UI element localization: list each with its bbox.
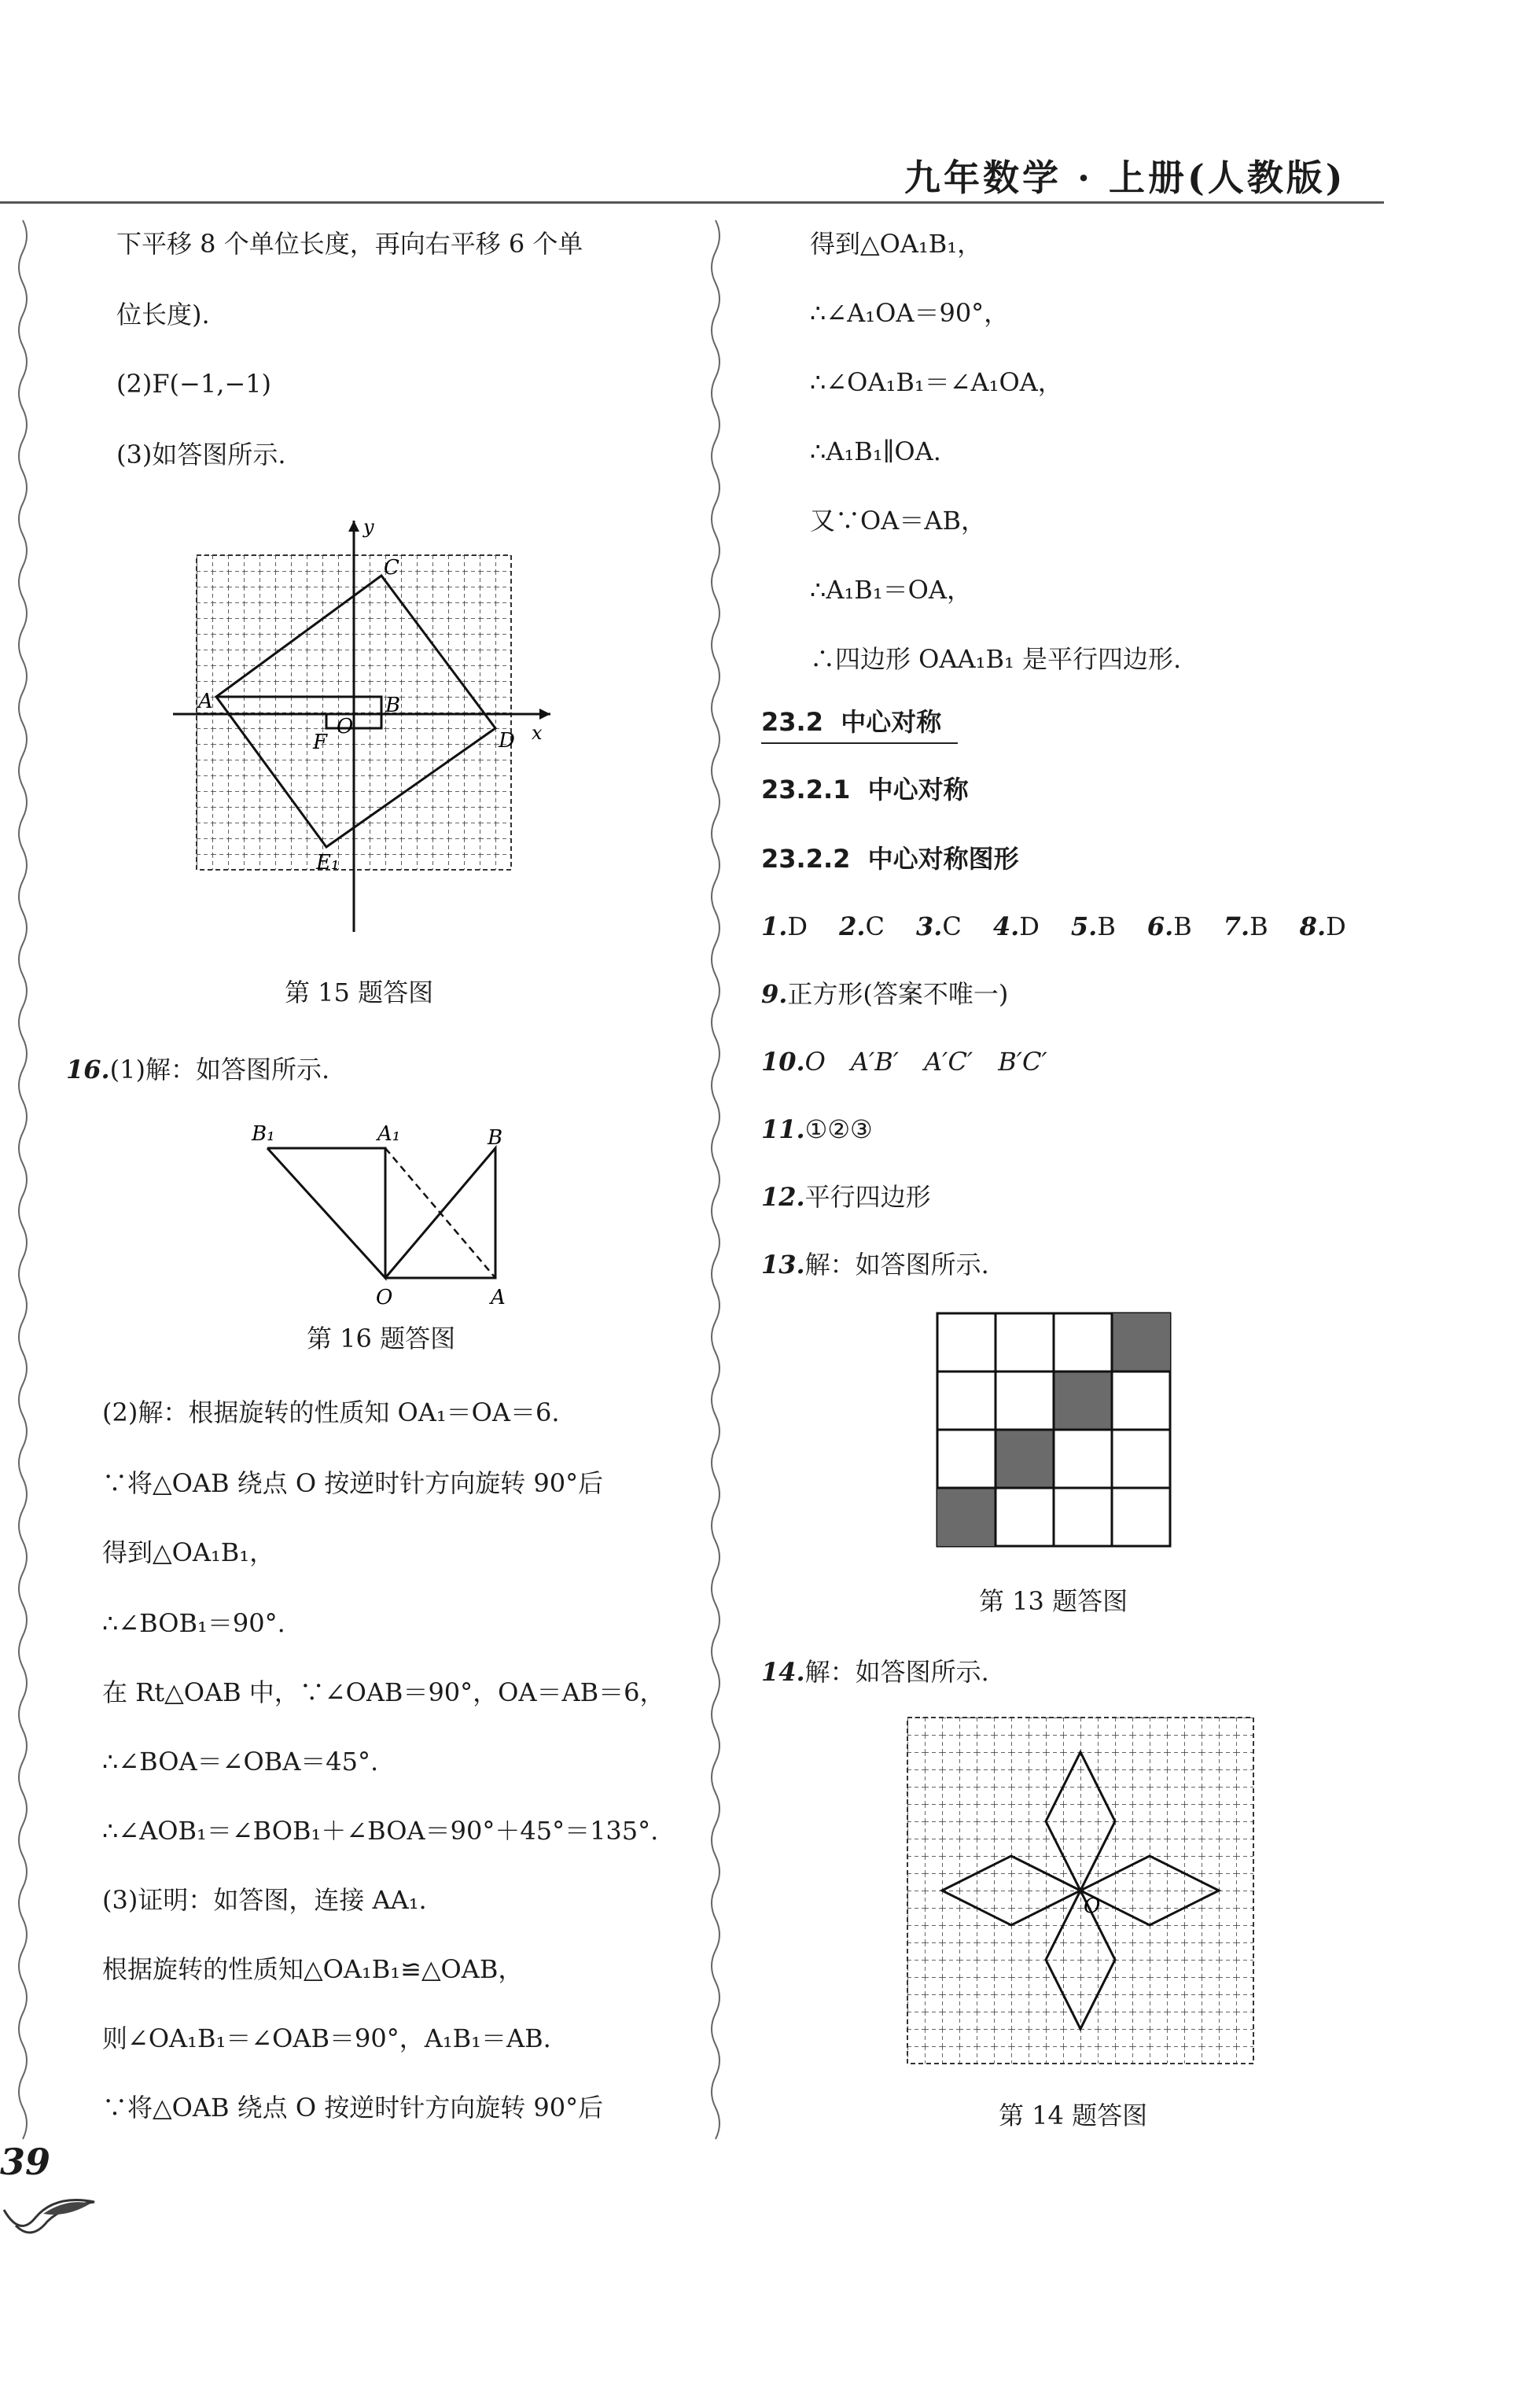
- figure-14: [904, 1714, 1258, 2068]
- fig13-caption: 第 13 题答图: [979, 1586, 1128, 1616]
- q14: 14.解：如答图所示.: [761, 1657, 989, 1687]
- leaf-ornament: [0, 2186, 110, 2241]
- figure-15: [157, 511, 566, 944]
- q10: 10.O A′B′ A′C′ B′C′: [761, 1047, 1047, 1077]
- left-line-1: 下平移 8 个单位长度，再向右平移 6 个单: [116, 229, 583, 259]
- q16-line-4: 得到△OA₁B₁，: [102, 1537, 275, 1567]
- triangle-OA1B1: [267, 1148, 385, 1278]
- section-num: 23.2: [761, 707, 823, 737]
- shaded-cell: [996, 1430, 1054, 1488]
- shaded-cell: [937, 1488, 996, 1546]
- label-B: B: [488, 1126, 503, 1150]
- section-23-2-1: [761, 772, 969, 807]
- q16-line-5: ∴∠BOB₁＝90°.: [102, 1608, 285, 1638]
- label-O: O: [337, 715, 354, 738]
- label-B: B: [385, 694, 401, 717]
- q16-number: 16.: [66, 1055, 110, 1084]
- label-D: D: [499, 729, 515, 753]
- section-underline: [761, 742, 958, 744]
- q11: 11.①②③: [761, 1114, 873, 1144]
- q16-line-2: (2)解：根据旋转的性质知 OA₁＝OA＝6.: [102, 1397, 560, 1427]
- label-B1: B₁: [252, 1122, 275, 1146]
- section-title: 中心对称图形: [867, 844, 1019, 874]
- figure-13: [936, 1312, 1172, 1548]
- fig16-caption: 第 16 题答图: [307, 1324, 456, 1353]
- section-title: 中心对称: [841, 707, 942, 737]
- label-F: F: [313, 731, 328, 754]
- right-line-2: ∴∠A₁OA＝90°，: [810, 298, 1010, 328]
- right-line-7: ∴四边形 OAA₁B₁ 是平行四边形.: [810, 644, 1182, 674]
- section-num: 23.2.1: [761, 775, 851, 805]
- q12: 12.平行四边形: [761, 1182, 931, 1212]
- q16-line-3: ∵将△OAB 绕点 O 按逆时针方向旋转 90°后: [102, 1468, 604, 1498]
- right-line-4: ∴A₁B₁∥OA.: [810, 436, 941, 466]
- label-x: x: [532, 722, 543, 744]
- page-number: 39: [0, 2141, 51, 2183]
- q13: 13.解：如答图所示.: [761, 1250, 989, 1279]
- fig15-caption: 第 15 题答图: [285, 978, 434, 1007]
- label-A: A: [491, 1286, 506, 1305]
- q16-line-11: 则∠OA₁B₁＝∠OAB＝90°，A₁B₁＝AB.: [102, 2023, 551, 2053]
- left-margin-divider: [11, 220, 35, 2155]
- fig14-caption: 第 14 题答图: [999, 2101, 1148, 2130]
- choice-3: 3.C: [915, 911, 962, 941]
- q16-line-12: ∵将△OAB 绕点 O 按逆时针方向旋转 90°后: [102, 2093, 604, 2123]
- q16-line-8: ∴∠AOB₁＝∠BOB₁＋∠BOA＝90°＋45°＝135°.: [102, 1816, 659, 1846]
- left-line-2: 位长度).: [116, 300, 210, 330]
- q16-line-7: ∴∠BOA＝∠OBA＝45°.: [102, 1747, 379, 1777]
- section-23-2-2: [761, 841, 1019, 876]
- q16-line-6: 在 Rt△OAB 中，∵∠OAB＝90°，OA＝AB＝6，: [102, 1677, 665, 1707]
- section-title: 中心对称: [867, 775, 969, 805]
- header-rule: [0, 201, 1384, 204]
- label-A1: A₁: [377, 1122, 401, 1146]
- label-E1: E₁: [316, 851, 340, 874]
- choice-2: 2.C: [839, 911, 885, 941]
- choice-5: 5.B: [1070, 911, 1116, 941]
- figure-16: [236, 1109, 550, 1305]
- shaded-cell: [1112, 1313, 1170, 1372]
- header-title: 九年数学 · 上册(人教版): [904, 156, 1346, 199]
- right-line-1: 得到△OA₁B₁，: [810, 229, 983, 259]
- x-axis-arrow: [539, 709, 550, 720]
- choice-4: 4.D: [992, 911, 1040, 941]
- right-line-5: 又∵OA＝AB，: [810, 506, 986, 536]
- choice-answers: [761, 909, 1346, 944]
- label-O: O: [1084, 1894, 1101, 1918]
- right-line-3: ∴∠OA₁B₁＝∠A₁OA，: [810, 367, 1063, 397]
- choice-1: 1.D: [761, 911, 808, 941]
- q16-part1: (1)解：如答图所示.: [109, 1055, 330, 1084]
- q16-line-10: 根据旋转的性质知△OA₁B₁≌△OAB，: [102, 1954, 524, 1984]
- right-line-6: ∴A₁B₁＝OA，: [810, 575, 972, 605]
- left-line-3: (2)F(−1,−1): [116, 369, 272, 399]
- label-A: A: [198, 690, 213, 713]
- choice-7: 7.B: [1223, 911, 1268, 941]
- shaded-cell: [1054, 1372, 1112, 1430]
- label-O: O: [376, 1286, 393, 1305]
- y-axis-arrow: [348, 521, 359, 532]
- choice-8: 8.D: [1299, 911, 1346, 941]
- column-divider: [704, 220, 727, 2155]
- label-C: C: [384, 556, 399, 580]
- q9: 9.正方形(答案不唯一): [761, 979, 1009, 1009]
- label-y: y: [363, 516, 374, 538]
- section-num: 23.2.2: [761, 844, 851, 874]
- q16-line-1: [66, 1052, 329, 1087]
- left-line-4: (3)如答图所示.: [116, 440, 286, 469]
- choice-6: 6.B: [1146, 911, 1192, 941]
- q16-line-9: (3)证明：如答图，连接 AA₁.: [102, 1885, 427, 1915]
- section-23-2: [761, 705, 941, 739]
